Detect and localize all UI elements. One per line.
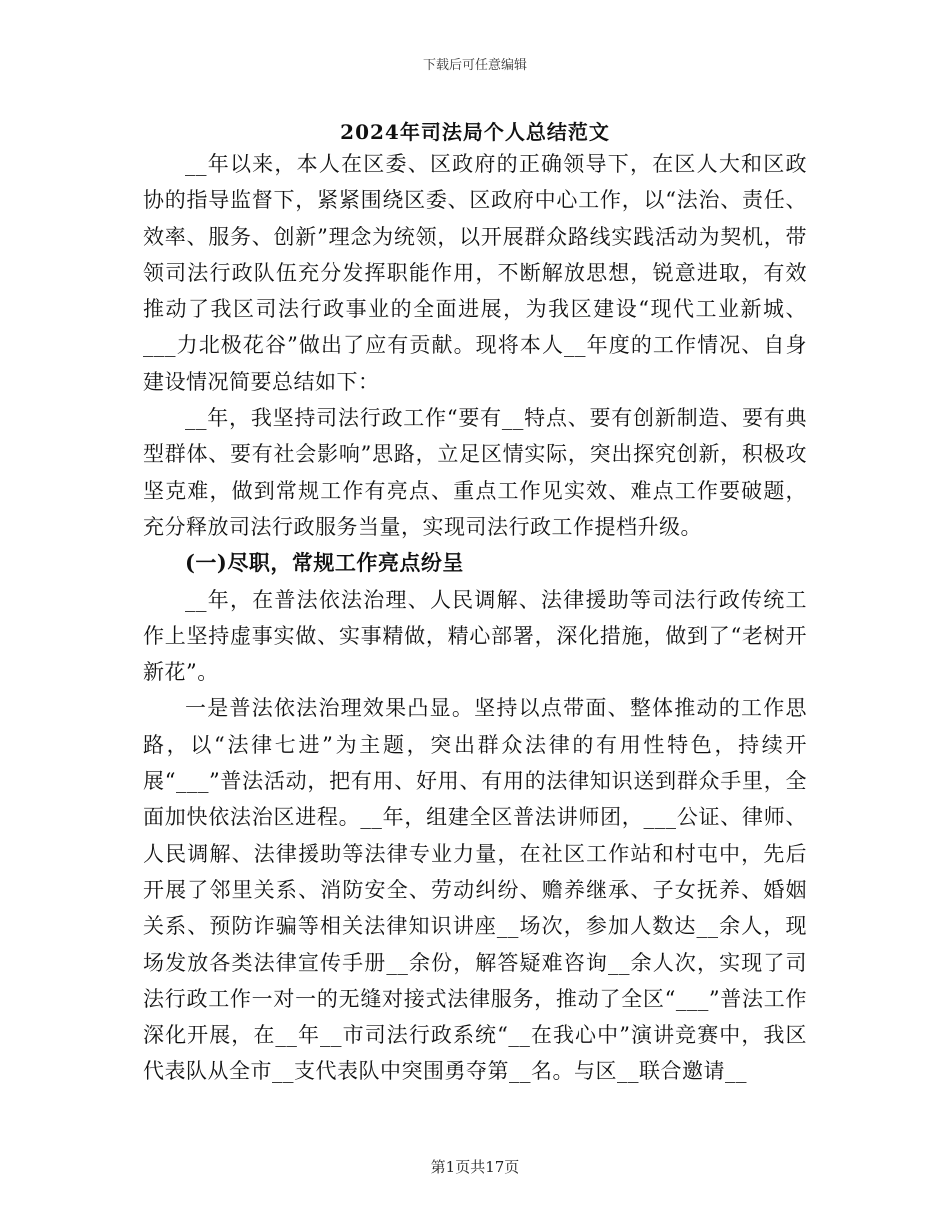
document-title: 2024年司法局个人总结范文 [340,120,610,144]
paragraph-intro: __年以来，本人在区委、区政府的正确领导下，在区人大和区政协的指导监督下，紧紧围绕区委、区政府中心工作，以“法治、责任、效率、服务、创新”理念为统领，以开展群众路线实践活动为契机，带领司法行政队伍充分发挥职能作用，不断解放思想，锐意进取，有效推动了我区司法行政事业的全面进展，为我区建设“现代工业新城、___力北极花谷”做出了应有贡献。现将本人__年度的工作情况、自身建设情况简要总结如下： [143,152,807,394]
page-number: 第1页共17页 [430,1158,520,1176]
paragraph-approach: __年，我坚持司法行政工作“要有__特点、要有创新制造、要有典型群体、要有社会影响”思路，立足区情实际，突出探究创新，积极攻坚克难，做到常规工作有亮点、重点工作见实效、难点工作要破题，充分释放司法行政服务当量，实现司法行政工作提档升级。 [143,406,807,539]
paragraph-legal-education: 一是普法依法治理效果凸显。坚持以点带面、整体推动的工作思路，以“法律七进”为主题，突出群众法律的有用性特色，持续开展“___”普法活动，把有用、好用、有用的法律知识送到群众手里，全面加快依法治区进程。__年，组建全区普法讲师团，___公证、律师、人民调解、法律援助等法律专业力量，在社区工作站和村屯中，先后开展了邻里关系、消防安全、劳动纠纷、赡养继承、子女抚养、婚姻关系、预防诈骗等相关法律知识讲座__场次，参加人数达__余人，现场发放各类法律宣传手册__余份，解答疑难咨询__余人次，实现了司法行政工作一对一的无缝对接式法律服务，推动了全区“___”普法工作深化开展，在__年__市司法行政系统“__在我心中”演讲竞赛中，我区代表队从全市__支代表队中突围勇夺第__名。与区__联合邀请__ [143,696,807,1084]
page-header-note: 下载后可任意编辑 [422,58,527,73]
document-body [143,146,807,1090]
section-heading: (一)尽职，常规工作亮点纷呈 [185,550,464,576]
paragraph-section-summary: __年，在普法依法治理、人民调解、法律援助等司法行政传统工作上坚持虚事实做、实事精做，精心部署，深化措施，做到了“老树开新花”。 [143,587,807,685]
